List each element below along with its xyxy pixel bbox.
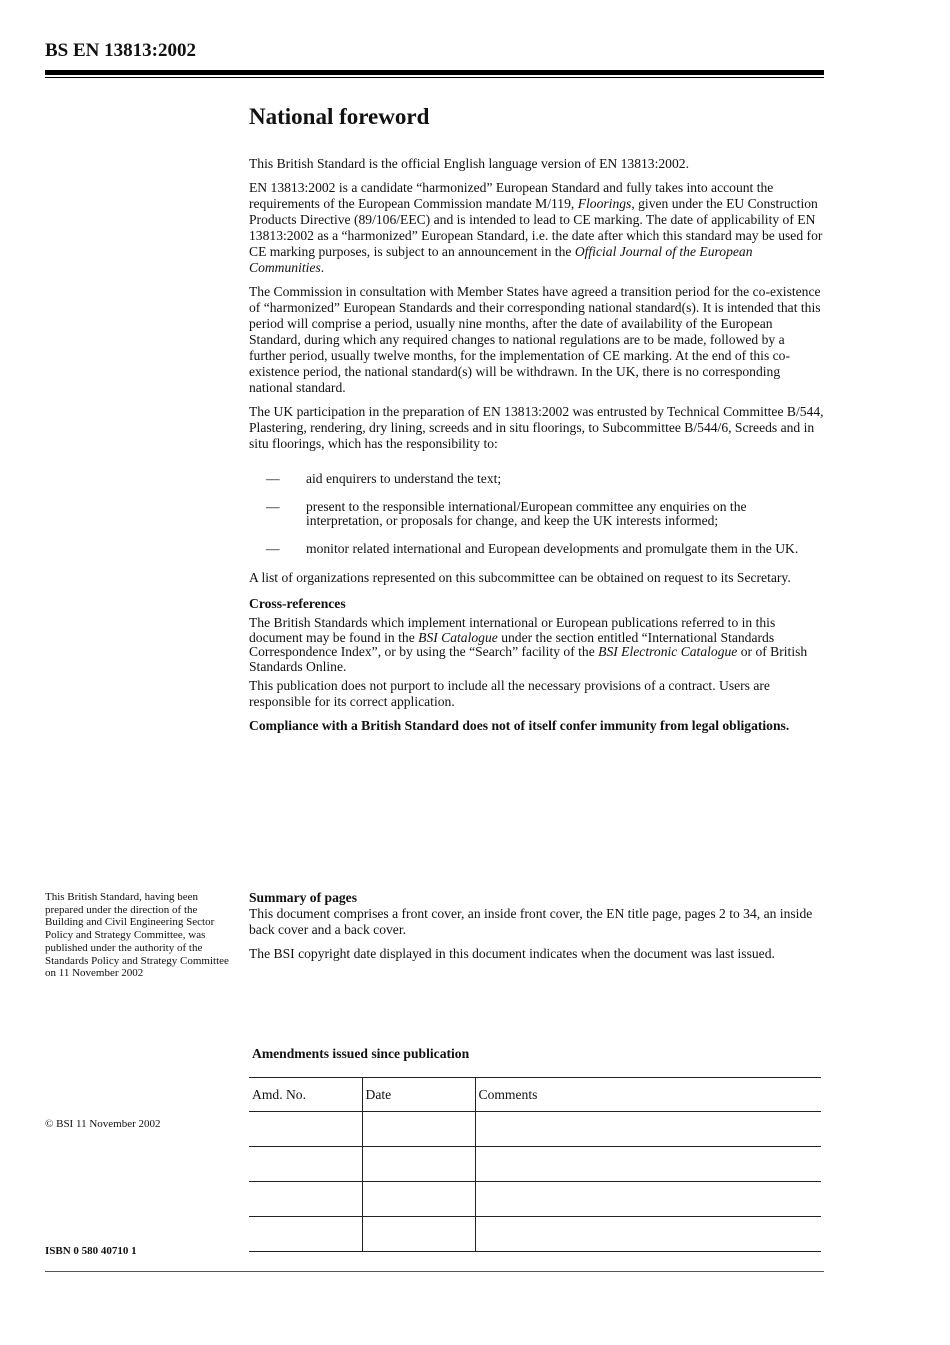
amendments-title: Amendments issued since publication — [252, 1046, 470, 1061]
table-row — [249, 1217, 821, 1252]
table-row — [249, 1112, 821, 1147]
table-cell — [249, 1217, 362, 1252]
copyright-notice: © BSI 11 November 2002 — [45, 1118, 161, 1130]
column-header-amd-no: Amd. No. — [249, 1078, 362, 1112]
summary-heading: Summary of pages — [249, 890, 357, 905]
amendments-table — [249, 1077, 821, 1252]
paragraph-organizations: A list of organizations represented on this subcommittee can be obtained on request to its Secretary. — [249, 570, 791, 585]
column-header-comments: Comments — [475, 1078, 821, 1112]
list-item: — monitor related international and European developments and promulgate them in the UK. — [266, 541, 799, 556]
table-cell — [362, 1182, 475, 1217]
foreword-body — [249, 156, 824, 742]
copyright-date-note: The BSI copyright date displayed in this document indicates when the document was last issued. — [249, 946, 775, 961]
column-header-date: Date — [362, 1078, 475, 1112]
list-item: — present to the responsible international/European committee any enquiries on the interpretation, or proposals for change, and keep the UK interests informed; — [266, 499, 747, 528]
header-rule-thin — [45, 77, 824, 78]
table-cell — [362, 1217, 475, 1252]
table-header-row — [249, 1078, 821, 1112]
page-title: National foreword — [249, 104, 430, 129]
table-cell — [475, 1182, 821, 1217]
paragraph-transition-period: The Commission in consultation with Member States have agreed a transition period for the co-existence of “harmonized” European Standards and their corresponding national standard(s). It is intended that this period will comprise a period, usually nine months, after the date of availability of the European Standard, during which any required changes to national regulations are to be made, followed by a further period, usually twelve months, for the implementation of CE marking. At the end of this co-existence period, the national standard(s) will be withdrawn. In the UK, there is no corresponding national standard. — [249, 284, 821, 395]
responsibility-list — [249, 472, 824, 556]
paragraph-contract: This publication does not purport to include all the necessary provisions of a contract. Users are responsible for its correct application. — [249, 678, 770, 709]
table-cell — [475, 1112, 821, 1147]
isbn: ISBN 0 580 40710 1 — [45, 1245, 137, 1257]
table-cell — [362, 1147, 475, 1182]
summary-of-pages — [249, 890, 824, 970]
paragraph-uk-participation: The UK participation in the preparation of EN 13813:2002 was entrusted by Technical Committee B/544, Plastering, rendering, dry lining, screeds and in situ floorings, to Subcommittee B/544/6, Screeds and in situ floorings, which has the responsibility to: — [249, 404, 824, 451]
paragraph-harmonized: EN 13813:2002 is a candidate “harmonized” European Standard and fully takes into account the requirements of the European Commission mandate M/119, Floorings, given under the EU Construction Products Directive (89/106/EEC) and is intended to lead to CE marking. The date of applicability of EN 13813:2002 as a “harmonized” European Standard, i.e. the date after which this standard may be used for CE marking purposes, is subject to an announcement in the Official Journal of the European Communities. — [249, 180, 823, 275]
compliance-statement: Compliance with a British Standard does not of itself confer immunity from legal obligations. — [249, 718, 790, 733]
summary-text: This document comprises a front cover, an inside front cover, the EN title page, pages 2 to 34, an inside back cover and a back cover. — [249, 906, 813, 937]
table-cell — [362, 1112, 475, 1147]
crossref-heading: Cross-references — [249, 596, 346, 611]
document-id: BS EN 13813:2002 — [45, 40, 196, 61]
table-row — [249, 1147, 821, 1182]
table-row — [249, 1182, 821, 1217]
publication-note: This British Standard, having been prepared under the direction of the Building and Civil Engineering Sector Policy and Strategy Committee, was published under the authority of the Standards Policy and Strategy Committee on 11 November 2002 — [45, 891, 229, 980]
table-cell — [475, 1147, 821, 1182]
header-rule-thick — [45, 70, 824, 75]
table-cell — [475, 1217, 821, 1252]
paragraph-official-version: This British Standard is the official English language version of EN 13813:2002. — [249, 156, 689, 171]
list-item: — aid enquirers to understand the text; — [266, 471, 502, 486]
table-cell — [249, 1112, 362, 1147]
footer-rule — [45, 1271, 824, 1272]
table-cell — [249, 1182, 362, 1217]
paragraph-crossref: The British Standards which implement international or European publications referred to in this document may be found in the BSI Catalogue under the section entitled “International Standards Correspondence Index”, or by using the “Search” facility of the BSI Electronic Catalogue or of British Standards Online. — [249, 615, 808, 674]
table-cell — [249, 1147, 362, 1182]
